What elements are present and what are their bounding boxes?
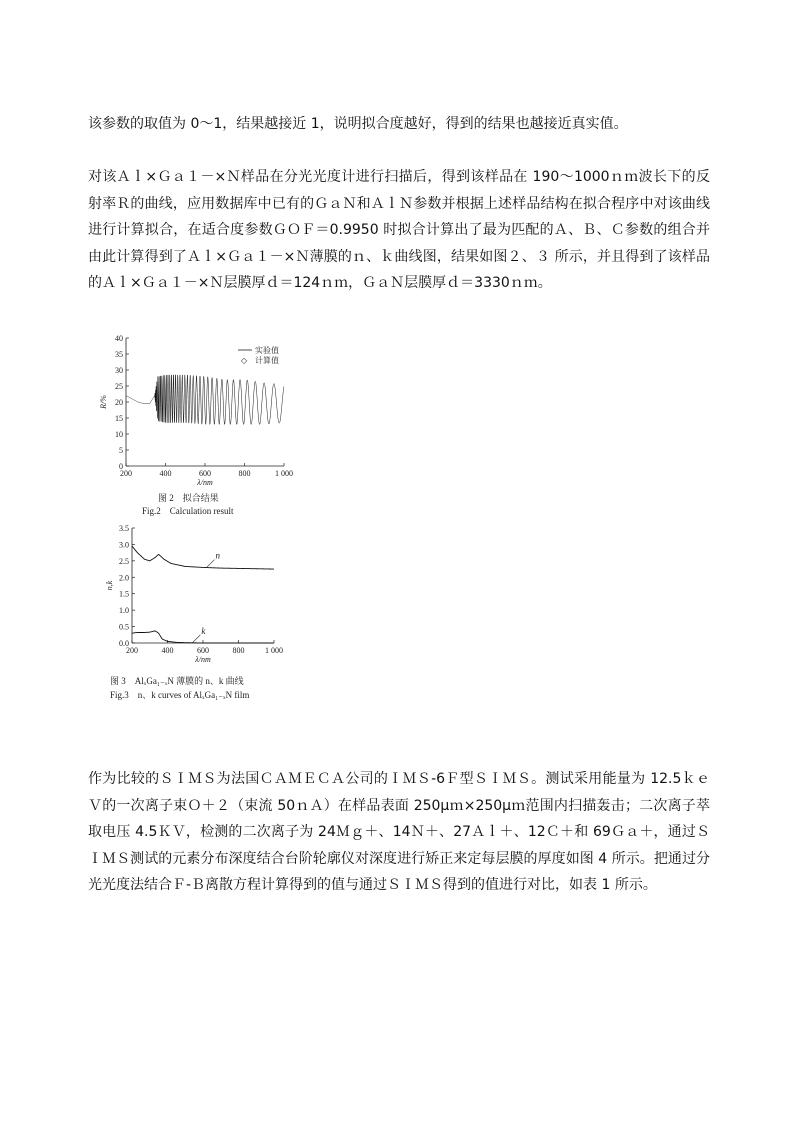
paragraph-fitting-result: 对该Ａｌ×Ｇａ１－×Ｎ样品在分光光度计进行扫描后，得到该样品在 190～1000ｎｍ波长下的反射率Ｒ的曲线，应用数据库中已有的ＧａＮ和ＡｌＮ参数并根据上述样品结构在拟合程序中对该曲线进行计算拟合，在适合度参数ＧＯＦ＝0.9950 时拟合计算出了最为匹配的Ａ、Ｂ、Ｃ参数的组合并由此计算得到了Ａｌ×Ｇａ１－×Ｎ薄膜的ｎ、ｋ曲线图，结果如图２、３ 所示，并且得到了该样品的Ａｌ×Ｇａ１－×Ｎ层膜厚ｄ＝124ｎｍ，ＧａＮ层膜厚ｄ＝3330ｎｍ。 xyxy=(88,169,710,291)
figure-2-fitting-result xyxy=(100,330,300,520)
y-tick-label: 1.0 xyxy=(119,606,129,616)
reflectance-chart xyxy=(100,330,300,520)
x-tick-label: 400 xyxy=(161,646,174,655)
x-tick-label: 1 000 xyxy=(265,646,283,655)
figure-2-caption-cn: 图 2 拟合结果 xyxy=(158,493,219,503)
y-tick-label: 3.0 xyxy=(119,540,129,550)
y-tick-label: 35 xyxy=(115,350,123,359)
figure-3-caption-cn: 图 3 AlₓGa₁₋ₓN 薄膜的 n、k 曲线 xyxy=(110,676,244,686)
y-tick-label: 20 xyxy=(115,398,123,407)
y-tick-label: 5 xyxy=(119,446,123,455)
y-tick-label: 0 xyxy=(119,462,123,471)
paragraph-gof-meaning: 该参数的取值为 0～1，结果越接近 1，说明拟合度越好，得到的结果也越接近真实值。 xyxy=(88,116,628,132)
series-leader-n xyxy=(207,560,215,568)
x-tick-label: 600 xyxy=(199,469,211,478)
nk-chart xyxy=(100,520,300,705)
figure-2-caption-en: Fig.2 Calculation result xyxy=(142,506,234,516)
y-tick-label: 30 xyxy=(115,366,123,375)
x-tick-label: 200 xyxy=(120,469,132,478)
y-tick-label: 40 xyxy=(115,334,123,343)
reflectance-measured-line xyxy=(126,375,284,425)
x-axis-label: λ/nm xyxy=(195,655,211,664)
y-tick-label: 10 xyxy=(115,430,123,439)
paragraph-sims-comparison: 作为比较的ＳＩＭＳ为法国ＣＡＭＥＣＡ公司的ＩＭＳ-6Ｆ型ＳＩＭＳ。测试采用能量为 12.5ｋｅＶ的一次离子束Ｏ＋２（束流 50ｎＡ）在样品表面 250μｍ×250μｍ范围内扫描轰击；二次离子萃取电压 4.5ＫＶ，检测的二次离子为 24Ｍｇ＋、14Ｎ＋、27Ａｌ＋、12Ｃ＋和 69Ｇａ＋，通过ＳＩＭＳ测试的元素分布深度结合台阶轮廓仪对深度进行矫正来定每层膜的厚度如图 4 所示。把通过分光光度法结合Ｆ-Ｂ离散方程计算得到的值与通过ＳＩＭＳ得到的值进行对比，如表 1 所示。 xyxy=(88,771,710,893)
legend-measured-label: 实验值 xyxy=(255,346,279,355)
y-axis-label: n,k xyxy=(105,580,114,591)
series-leader-k xyxy=(192,635,200,643)
y-tick-label: 3.5 xyxy=(119,524,129,533)
x-tick-label: 1 000 xyxy=(275,469,293,478)
x-axis-label: λ/nm xyxy=(197,478,213,487)
series-line-n xyxy=(132,546,274,569)
x-tick-label: 200 xyxy=(126,646,138,655)
y-tick-label: 2.5 xyxy=(119,556,129,566)
y-tick-label: 0.5 xyxy=(119,622,129,632)
x-tick-label: 800 xyxy=(232,646,245,655)
y-axis-label: R/% xyxy=(99,395,108,409)
x-tick-label: 800 xyxy=(238,469,251,478)
y-tick-label: 15 xyxy=(115,414,123,423)
figure-3-caption-en: Fig.3 n、k curves of AlₓGa₁₋ₓN film xyxy=(110,690,250,700)
y-tick-label: 0.0 xyxy=(119,639,129,648)
series-label-k: k xyxy=(201,625,206,636)
legend-diamond-icon: ◇ xyxy=(241,356,248,365)
y-tick-label: 25 xyxy=(115,382,123,391)
y-tick-label: 2.0 xyxy=(119,573,129,583)
series-label-n: n xyxy=(215,550,221,561)
y-tick-label: 1.5 xyxy=(119,589,129,599)
figure-3-nk-curves xyxy=(100,520,300,705)
legend-calculated-label: 计算值 xyxy=(255,356,279,365)
x-tick-label: 400 xyxy=(159,469,172,478)
x-tick-label: 600 xyxy=(197,646,209,655)
